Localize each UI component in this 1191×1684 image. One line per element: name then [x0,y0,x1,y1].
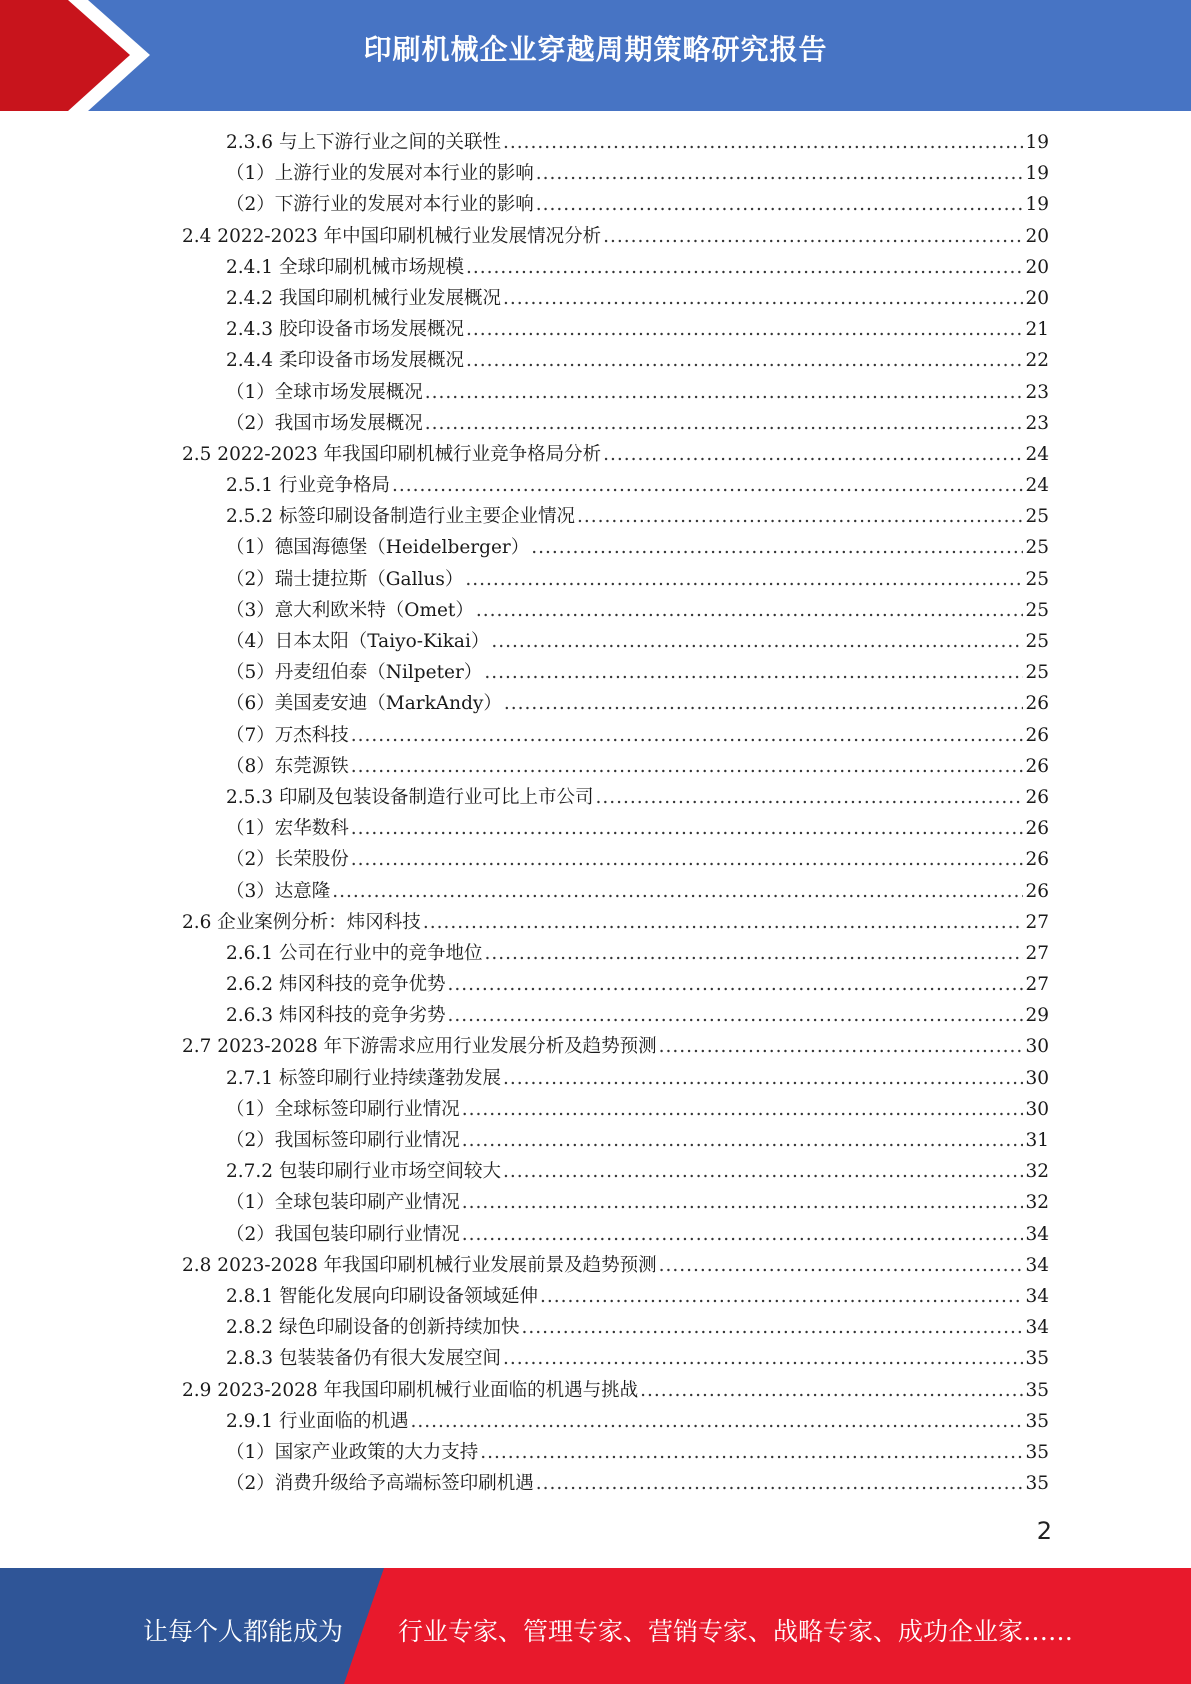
toc-dot-leader [659,1031,1024,1062]
toc-entry-title: 2.4 2022-2023 年中国印刷机械行业发展情况分析 [182,225,602,247]
toc-entry-title: （2）瑞士捷拉斯（Gallus） [226,568,464,590]
report-header [0,0,1191,111]
page-number: 2 [1036,1517,1052,1545]
toc-entry-page: 22 [1025,350,1049,372]
toc-entry-title: （7）万杰科技 [226,724,349,746]
toc-entry-page: 26 [1025,880,1049,902]
toc-entry[interactable] [182,1187,1049,1218]
toc-entry[interactable] [182,751,1049,782]
toc-dot-leader [659,1250,1024,1281]
toc-entry[interactable] [182,938,1049,969]
toc-entry[interactable] [182,876,1049,907]
toc-entry-title: 2.6 企业案例分析：炜冈科技 [182,911,421,933]
toc-entry-page: 27 [1025,942,1049,964]
toc-entry-title: 2.6.3 炜冈科技的竞争劣势 [226,1005,446,1027]
toc-dot-leader [536,189,1024,220]
toc-dot-leader [466,314,1023,345]
toc-entry[interactable] [182,221,1049,252]
toc-entry-page: 19 [1025,163,1049,185]
toc-entry-page: 23 [1025,412,1049,434]
toc-dot-leader [603,439,1023,470]
toc-entry-page: 27 [1025,974,1049,996]
toc-dot-leader [476,595,1024,626]
toc-entry-page: 26 [1025,724,1049,746]
toc-dot-leader [521,1312,1023,1343]
toc-entry-page: 21 [1025,319,1049,341]
toc-entry-page: 35 [1025,1441,1049,1463]
toc-entry-title: （2）长荣股份 [226,849,349,871]
toc-dot-leader [603,221,1023,252]
toc-entry-title: 2.7.1 标签印刷行业持续蓬勃发展 [226,1067,501,1089]
toc-entry[interactable] [182,720,1049,751]
toc-dot-leader [503,1343,1023,1374]
toc-entry-page: 35 [1025,1379,1049,1401]
toc-dot-leader [425,408,1024,439]
toc-dot-leader [351,813,1024,844]
toc-entry-page: 30 [1025,1098,1049,1120]
toc-dot-leader [503,1063,1023,1094]
toc-dot-leader [447,1000,1023,1031]
toc-entry[interactable] [182,1406,1049,1437]
toc-dot-leader [392,470,1023,501]
report-footer [0,1568,1191,1684]
toc-entry-title: 2.7.2 包装印刷行业市场空间较大 [226,1161,501,1183]
toc-entry-title: 2.9.1 行业面临的机遇 [226,1410,409,1432]
toc-entry-page: 19 [1025,194,1049,216]
toc-dot-leader [351,720,1024,751]
toc-entry-title: （1）上游行业的发展对本行业的影响 [226,163,534,185]
toc-entry-title: 2.7 2023-2028 年下游需求应用行业发展分析及趋势预测 [182,1036,657,1058]
toc-entry-page: 26 [1025,818,1049,840]
toc-entry-title: 2.8.1 智能化发展向印刷设备领域延伸 [226,1285,538,1307]
toc-dot-leader [462,1125,1024,1156]
toc-entry-page: 26 [1025,786,1049,808]
toc-entry-title: （5）丹麦纽伯泰（Nilpeter） [226,662,483,684]
toc-entry-page: 35 [1025,1348,1049,1370]
toc-entry-title: 2.4.1 全球印刷机械市场规模 [226,256,464,278]
toc-entry-title: （1）宏华数科 [226,818,349,840]
toc-entry[interactable] [182,1437,1049,1468]
toc-entry-page: 35 [1025,1410,1049,1432]
toc-entry-page: 24 [1025,475,1049,497]
toc-entry-page: 34 [1025,1223,1049,1245]
toc-entry[interactable] [182,470,1049,501]
toc-entry[interactable] [182,1375,1049,1406]
toc-entry[interactable] [182,1250,1049,1281]
toc-entry-title: （8）东莞源铁 [226,755,349,777]
toc-entry-page: 30 [1025,1036,1049,1058]
toc-entry[interactable] [182,564,1049,595]
toc-dot-leader [410,1406,1023,1437]
toc-entry-title: 2.3.6 与上下游行业之间的关联性 [226,132,501,153]
toc-entry-title: 2.9 2023-2028 年我国印刷机械行业面临的机遇与挑战 [182,1379,639,1401]
toc-dot-leader [531,532,1023,563]
toc-entry[interactable] [182,626,1049,657]
toc-entry-title: 2.5.1 行业竞争格局 [226,475,390,497]
toc-entry[interactable] [182,1281,1049,1312]
toc-dot-leader [332,876,1023,907]
toc-dot-leader [423,907,1024,938]
toc-entry-page: 20 [1025,287,1049,309]
toc-entry-title: （1）全球市场发展概况 [226,381,423,403]
toc-dot-leader [503,283,1023,314]
toc-dot-leader [595,782,1023,813]
report-title: 印刷机械企业穿越周期策略研究报告 [363,33,828,66]
toc-dot-leader [540,1281,1023,1312]
toc-dot-leader [465,564,1023,595]
toc-dot-leader [640,1375,1023,1406]
toc-entry[interactable] [182,1156,1049,1187]
toc-entry-title: 2.4.2 我国印刷机械行业发展概况 [226,287,501,309]
toc-entry-title: （2）下游行业的发展对本行业的影响 [226,194,534,216]
toc-entry-page: 19 [1025,132,1049,153]
toc-entry-title: （2）消费升级给予高端标签印刷机遇 [226,1473,534,1495]
toc-dot-leader [351,844,1024,875]
toc-entry-page: 34 [1025,1285,1049,1307]
toc-entry-page: 32 [1025,1161,1049,1183]
toc-entry-page: 32 [1025,1192,1049,1214]
toc-dot-leader [504,688,1024,719]
toc-entry-page: 20 [1025,256,1049,278]
toc-dot-leader [466,252,1023,283]
toc-entry-title: 2.5 2022-2023 年我国印刷机械行业竞争格局分析 [182,443,602,465]
toc-entry[interactable] [182,501,1049,532]
toc-entry[interactable] [182,1063,1049,1094]
toc-dot-leader [484,657,1023,688]
toc-dot-leader [462,1219,1024,1250]
toc-dot-leader [503,1156,1023,1187]
toc-entry-page: 25 [1025,537,1049,559]
toc-dot-leader [425,377,1024,408]
toc-entry-page: 31 [1025,1130,1049,1151]
toc-dot-leader [491,626,1023,657]
toc-entry-page: 26 [1025,849,1049,871]
toc-entry-title: 2.5.2 标签印刷设备制造行业主要企业情况 [226,506,575,528]
toc-entry-page: 25 [1025,662,1049,684]
toc-entry[interactable] [182,688,1049,719]
toc-entry[interactable] [182,1031,1049,1062]
toc-entry-title: 2.6.2 炜冈科技的竞争优势 [226,974,446,996]
toc-entry[interactable] [182,1219,1049,1250]
toc-dot-leader [462,1094,1024,1125]
toc-entry-page: 30 [1025,1067,1049,1089]
toc-entry[interactable] [182,252,1049,283]
toc-entry-page: 24 [1025,443,1049,465]
toc-entry-title: （2）我国市场发展概况 [226,412,423,434]
toc-entry-title: （1）全球标签印刷行业情况 [226,1098,460,1120]
toc-entry-title: 2.5.3 印刷及包装设备制造行业可比上市公司 [226,786,594,808]
toc-entry-page: 34 [1025,1317,1049,1339]
toc-entry[interactable] [182,782,1049,813]
toc-dot-leader [480,1437,1023,1468]
toc-entry-page: 26 [1025,693,1049,715]
toc-entry-title: （2）我国标签印刷行业情况 [226,1130,460,1151]
toc-entry-page: 25 [1025,631,1049,652]
toc-entry[interactable] [182,657,1049,688]
toc-entry[interactable] [182,377,1049,408]
toc-entry[interactable] [182,127,1049,158]
toc-entry-title: 2.4.4 柔印设备市场发展概况 [226,350,464,372]
toc-entry[interactable] [182,408,1049,439]
toc-entry[interactable] [182,1312,1049,1343]
toc-entry-page: 29 [1025,1005,1049,1027]
toc-entry-title: （1）德国海德堡（Heidelberger） [226,537,530,559]
toc-entry-page: 26 [1025,755,1049,777]
toc-entry[interactable] [182,1343,1049,1374]
toc-entry[interactable] [182,283,1049,314]
toc-entry[interactable] [182,158,1049,189]
toc-dot-leader [536,158,1024,189]
toc-entry[interactable] [182,907,1049,938]
toc-entry-page: 25 [1025,568,1049,590]
toc-entry-title: （3）达意隆 [226,880,331,902]
toc-entry-page: 34 [1025,1254,1049,1276]
table-of-contents [182,127,1049,1499]
toc-entry[interactable] [182,1094,1049,1125]
toc-entry[interactable] [182,1000,1049,1031]
toc-entry[interactable] [182,189,1049,220]
toc-dot-leader [447,969,1023,1000]
toc-entry-title: 2.6.1 公司在行业中的竞争地位 [226,942,483,964]
toc-entry[interactable] [182,844,1049,875]
toc-entry-page: 27 [1025,911,1049,933]
toc-dot-leader [577,501,1023,532]
toc-dot-leader [484,938,1023,969]
toc-entry[interactable] [182,1125,1049,1156]
toc-entry-title: （1）全球包装印刷产业情况 [226,1192,460,1214]
toc-dot-leader [503,127,1023,158]
toc-entry-title: （3）意大利欧米特（Omet） [226,599,474,621]
toc-entry[interactable] [182,345,1049,376]
toc-entry[interactable] [182,813,1049,844]
footer-slogan-left: 让每个人都能成为 [143,1617,344,1646]
toc-entry-title: （6）美国麦安迪（MarkAndy） [226,693,502,715]
toc-entry-page: 23 [1025,381,1049,403]
toc-dot-leader [536,1468,1024,1499]
toc-entry[interactable] [182,969,1049,1000]
toc-entry[interactable] [182,532,1049,563]
toc-entry-title: （1）国家产业政策的大力支持 [226,1441,479,1463]
toc-entry-title: 2.8.3 包装装备仍有很大发展空间 [226,1348,501,1370]
toc-dot-leader [351,751,1024,782]
toc-entry-title: （4）日本太阳（Taiyo-Kikai） [226,631,490,652]
toc-entry-page: 25 [1025,599,1049,621]
toc-dot-leader [466,345,1023,376]
toc-entry[interactable] [182,1468,1049,1499]
toc-entry-page: 25 [1025,506,1049,528]
toc-entry-title: 2.8 2023-2028 年我国印刷机械行业发展前景及趋势预测 [182,1254,657,1276]
toc-entry-page: 35 [1025,1473,1049,1495]
toc-entry[interactable] [182,595,1049,626]
footer-slogan-right: 行业专家、管理专家、营销专家、战略专家、成功企业家…… [398,1617,1074,1646]
toc-entry[interactable] [182,314,1049,345]
toc-entry-title: 2.8.2 绿色印刷设备的创新持续加快 [226,1317,520,1339]
toc-entry-page: 20 [1025,225,1049,247]
toc-entry-title: 2.4.3 胶印设备市场发展概况 [226,319,464,341]
toc-entry[interactable] [182,439,1049,470]
toc-entry-title: （2）我国包装印刷行业情况 [226,1223,460,1245]
toc-dot-leader [462,1187,1024,1218]
